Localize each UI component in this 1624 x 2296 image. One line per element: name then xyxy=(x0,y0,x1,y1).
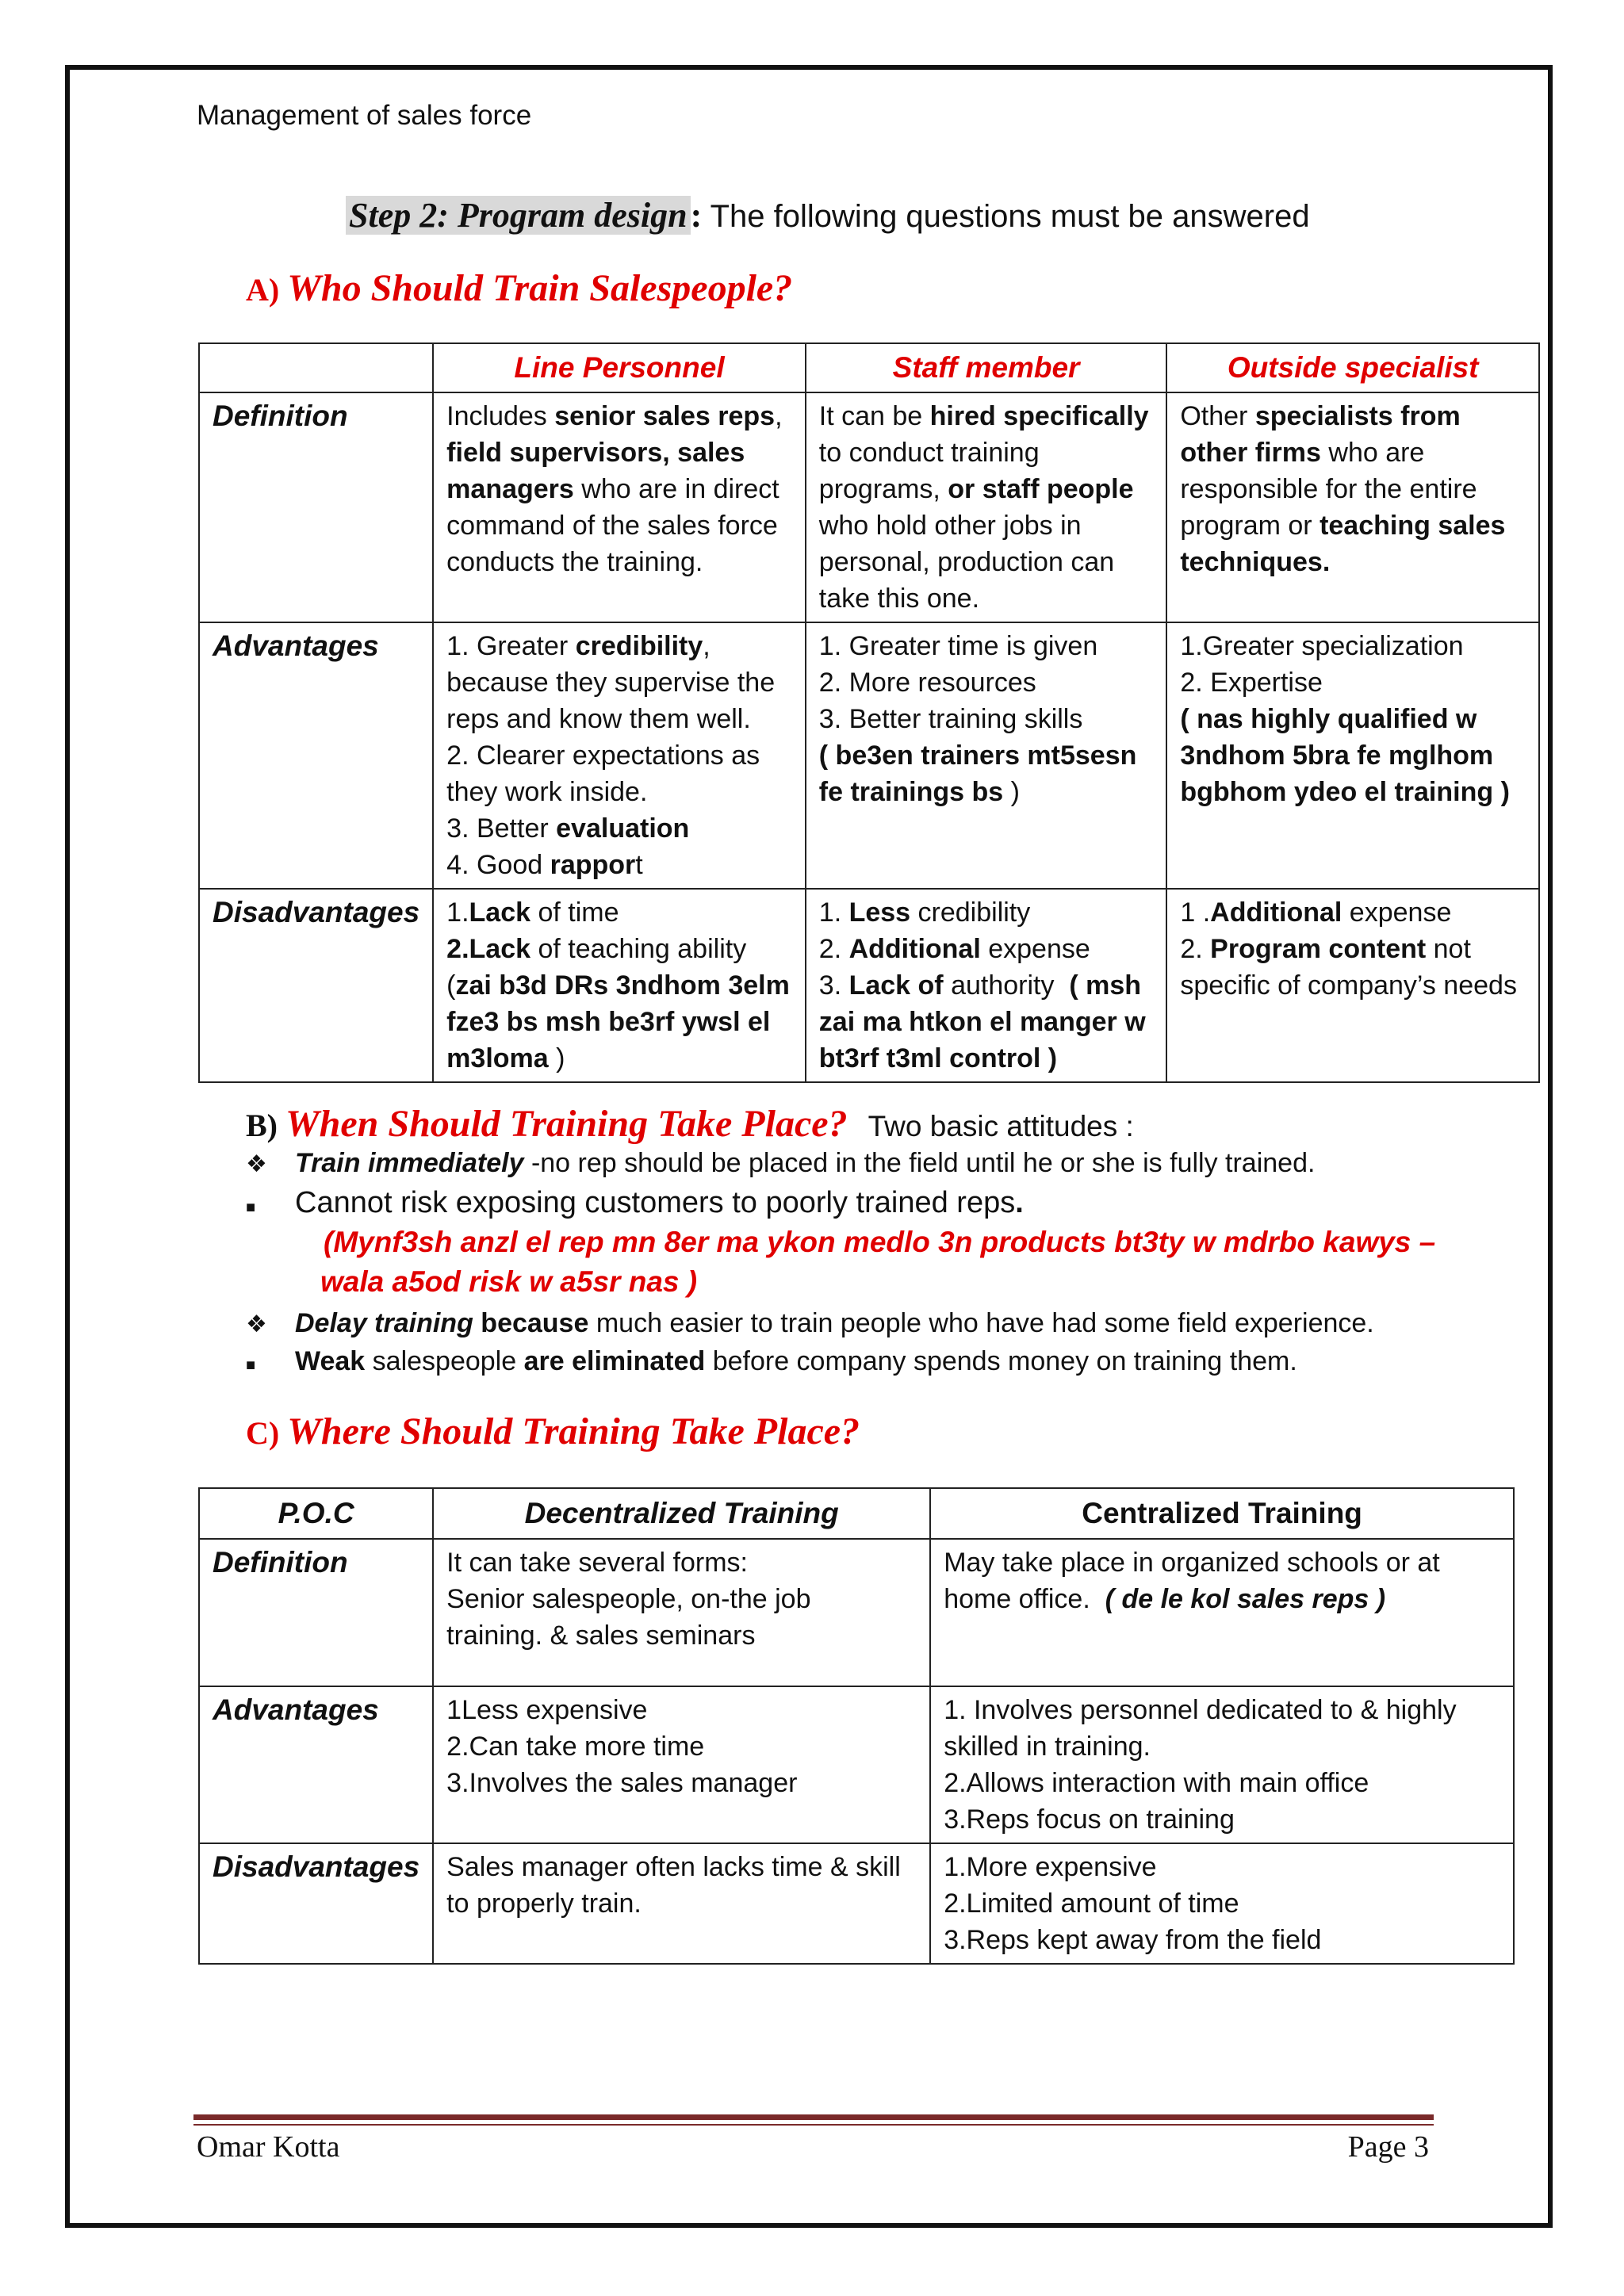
table-cell: 1 .Additional expense 2. Program content not specific of company’s needs xyxy=(1166,889,1539,1082)
table-cell: 1Less expensive 2.Can take more time 3.Involves the sales manager xyxy=(433,1686,930,1843)
footer-rule-thin xyxy=(193,2124,1434,2126)
diamond-bullet-icon: ❖ xyxy=(246,1151,267,1177)
col-header: P.O.C xyxy=(199,1488,433,1539)
col-header: Staff member xyxy=(806,343,1167,392)
square-bullet-icon: ■ xyxy=(246,1357,256,1374)
section-c-heading: C) Where Should Training Take Place? xyxy=(246,1410,860,1452)
table-cell: 1. Less credibility 2. Additional expense 3. Lack of authority ( msh zai ma htkon el manger w bt3rf t3ml control ) xyxy=(806,889,1167,1082)
row-label: Disadvantages xyxy=(199,1843,433,1964)
square-bullet-icon: ■ xyxy=(246,1199,256,1216)
col-header: Outside specialist xyxy=(1166,343,1539,392)
list-item: ❖ Train immediately -no rep should be placed in the field until he or she is fully trained. xyxy=(246,1148,1316,1178)
note-line-2: wala a5od risk w a5sr nas ) xyxy=(320,1265,698,1298)
table-cell: 1.More expensive 2.Limited amount of time 3.Reps kept away from the field xyxy=(930,1843,1514,1964)
table-cell: 1. Greater time is given 2. More resources 3. Better training skills ( be3en trainers mt5sesn fe trainings bs ) xyxy=(806,622,1167,889)
footer-rule xyxy=(193,2114,1434,2120)
table-cell: 1.Lack of time 2.Lack of teaching ability (zai b3d DRs 3ndhom 3elm fze3 bs msh be3rf ywsl el m3loma ) xyxy=(433,889,806,1082)
step-description: The following questions must be answered xyxy=(702,199,1310,234)
running-header: Management of sales force xyxy=(197,100,532,131)
list-item: ■ Weak salespeople are eliminated before company spends money on training them. xyxy=(246,1346,1297,1376)
who-should-train-table xyxy=(198,342,1540,1083)
table-cell: May take place in organized schools or at home office. ( de le kol sales reps ) xyxy=(930,1539,1514,1686)
table-cell: It can take several forms: Senior salespeople, on-the job training. & sales seminars xyxy=(433,1539,930,1686)
row-label: Advantages xyxy=(199,1686,433,1843)
note-line-1: (Mynf3sh anzl el rep mn 8er ma ykon medlo 3n products bt3ty w mdrbo kawys – xyxy=(324,1226,1436,1258)
step-heading: Step 2: Program design: The following questions must be answered xyxy=(346,195,1310,235)
diamond-bullet-icon: ❖ xyxy=(246,1311,267,1337)
table-cell: 1. Involves personnel dedicated to & highly skilled in training. 2.Allows interaction with main office 3.Reps focus on training xyxy=(930,1686,1514,1843)
section-a-heading: A) Who Should Train Salespeople? xyxy=(246,267,793,309)
table-cell: Other specialists from other firms who are responsible for the entire program or teaching sales techniques. xyxy=(1166,392,1539,622)
list-item: ■ Cannot risk exposing customers to poorly trained reps. xyxy=(246,1186,1024,1219)
where-should-train-table xyxy=(198,1487,1515,1965)
list-item: ❖ Delay training because much easier to train people who have had some field experience. xyxy=(246,1308,1374,1338)
row-label: Disadvantages xyxy=(199,889,433,1082)
table-cell: 1.Greater specialization 2. Expertise ( nas highly qualified w 3ndhom 5bra fe mglhom bgbhom ydeo el training ) xyxy=(1166,622,1539,889)
row-label: Definition xyxy=(199,1539,433,1686)
row-label: Definition xyxy=(199,392,433,622)
col-header: Line Personnel xyxy=(433,343,806,392)
col-header: Decentralized Training xyxy=(433,1488,930,1539)
col-header: Centralized Training xyxy=(930,1488,1514,1539)
step-label: Step 2: Program design xyxy=(346,196,691,235)
table-cell: 1. Greater credibility, because they supervise the reps and know them well. 2. Clearer expectations as they work inside. 3. Better evaluation 4. Good rapport xyxy=(433,622,806,889)
row-label: Advantages xyxy=(199,622,433,889)
footer-author: Omar Kotta xyxy=(197,2130,340,2164)
table-cell: Sales manager often lacks time & skill to properly train. xyxy=(433,1843,930,1964)
section-b-heading: B) When Should Training Take Place? Two basic attitudes : xyxy=(246,1103,1134,1145)
table-cell: Includes senior sales reps, field supervisors, sales managers who are in direct command of the sales force conducts the training. xyxy=(433,392,806,622)
footer-page-number: Page 3 xyxy=(1347,2130,1429,2164)
table-cell: It can be hired specifically to conduct training programs, or staff people who hold other jobs in personal, production can take this one. xyxy=(806,392,1167,622)
